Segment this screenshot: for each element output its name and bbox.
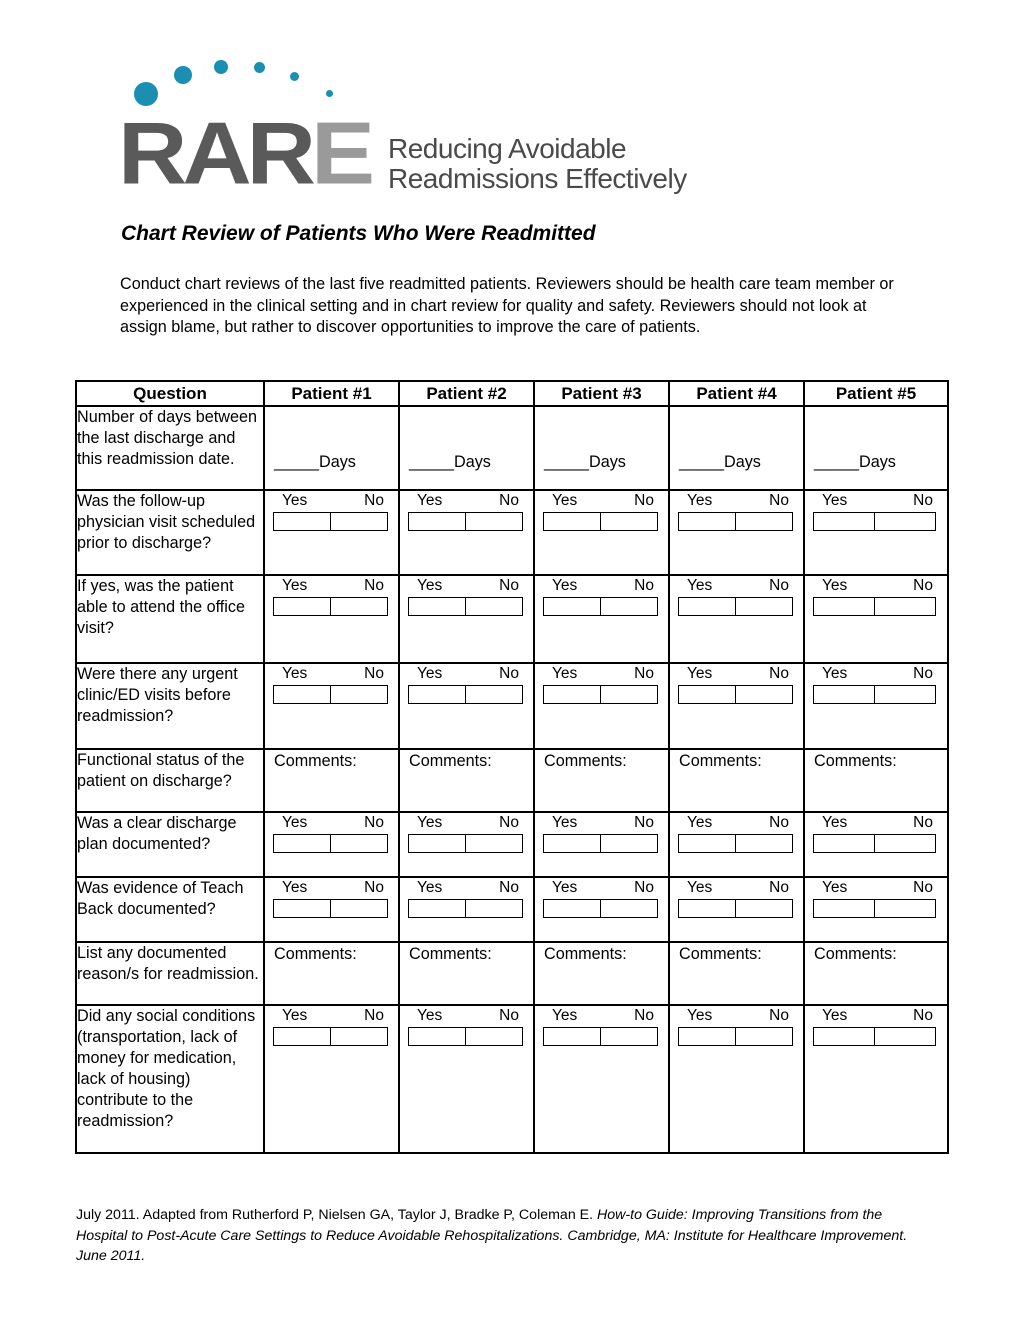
chart-review-table: [75, 380, 949, 1154]
no-checkbox[interactable]: [331, 512, 388, 531]
yes-label: Yes: [822, 665, 848, 682]
yes-checkbox[interactable]: [273, 1027, 331, 1046]
table-row: [76, 877, 948, 942]
patient-1-cell: [264, 406, 399, 490]
header-row: [76, 381, 948, 406]
patient-1-cell: [264, 877, 399, 942]
table-row: [76, 490, 948, 575]
no-label: No: [913, 665, 933, 682]
yes-no-labels: [400, 577, 533, 595]
yes-no-checkboxes: [273, 512, 398, 531]
yes-checkbox[interactable]: [543, 597, 601, 616]
yes-no-labels: [805, 1007, 947, 1025]
citation-text: July 2011. Adapted from Rutherford P, Nielsen GA, Taylor J, Bradke P, Coleman E.: [76, 1207, 598, 1223]
yes-label: Yes: [552, 814, 578, 831]
citation-title: How-to Guide: Improving Transitions from the Hospital to Post-Acute Care Settings to Reduce Avoidable Rehospitalizations. Cambridge, MA: Institute for Healthcare Improvement. June 2011.: [76, 1207, 908, 1264]
patient-3-cell: [534, 490, 669, 575]
yes-label: Yes: [687, 1007, 713, 1024]
no-label: No: [499, 879, 519, 896]
yes-no-labels: [535, 1007, 668, 1025]
patient-3-cell: [534, 406, 669, 490]
comments-field[interactable]: Comments:: [274, 945, 357, 963]
column-header-patient-4: Patient #4: [669, 381, 804, 406]
yes-no-labels: [265, 879, 398, 897]
yes-label: Yes: [282, 814, 308, 831]
patient-1-cell: [264, 490, 399, 575]
column-header-patient-3: Patient #3: [534, 381, 669, 406]
no-label: No: [769, 577, 789, 594]
yes-checkbox[interactable]: [273, 899, 331, 918]
yes-checkbox[interactable]: [273, 834, 331, 853]
patient-3-cell: [534, 663, 669, 749]
yes-label: Yes: [417, 814, 443, 831]
days-field[interactable]: _____Days: [814, 453, 896, 471]
patient-2-cell: [399, 877, 534, 942]
yes-checkbox[interactable]: [543, 1027, 601, 1046]
yes-no-labels: [265, 1007, 398, 1025]
no-label: No: [769, 879, 789, 896]
comments-field[interactable]: Comments:: [679, 945, 762, 963]
table-row: [76, 812, 948, 877]
no-checkbox[interactable]: [875, 512, 936, 531]
yes-no-labels: [400, 492, 533, 510]
yes-no-labels: [805, 577, 947, 595]
no-label: No: [499, 492, 519, 509]
patient-3-cell: [534, 812, 669, 877]
yes-no-checkboxes: [678, 834, 803, 853]
yes-label: Yes: [687, 577, 713, 594]
no-label: No: [634, 879, 654, 896]
patient-2-cell: [399, 1005, 534, 1153]
yes-no-checkboxes: [543, 597, 668, 616]
no-checkbox[interactable]: [331, 834, 388, 853]
column-header-patient-5: Patient #5: [804, 381, 948, 406]
patient-1-cell: [264, 749, 399, 812]
table-row: [76, 749, 948, 812]
yes-label: Yes: [687, 879, 713, 896]
patient-4-cell: [669, 406, 804, 490]
logo-dot: [290, 72, 299, 81]
no-checkbox[interactable]: [736, 597, 793, 616]
column-header-patient-2: Patient #2: [399, 381, 534, 406]
yes-checkbox[interactable]: [408, 512, 466, 531]
patient-3-cell: [534, 942, 669, 1005]
yes-checkbox[interactable]: [273, 685, 331, 704]
yes-no-labels: [670, 1007, 803, 1025]
yes-checkbox[interactable]: [408, 1027, 466, 1046]
no-label: No: [913, 814, 933, 831]
yes-no-checkboxes: [543, 834, 668, 853]
table-row: [76, 406, 948, 490]
yes-no-checkboxes: [813, 685, 947, 704]
patient-5-cell: [804, 942, 948, 1005]
patient-1-cell: [264, 575, 399, 663]
days-field[interactable]: _____Days: [409, 453, 491, 471]
logo-dot: [326, 90, 333, 97]
yes-no-checkboxes: [408, 899, 533, 918]
patient-1-cell: [264, 663, 399, 749]
yes-no-labels: [265, 665, 398, 683]
no-label: No: [769, 492, 789, 509]
yes-label: Yes: [417, 577, 443, 594]
patient-2-cell: [399, 490, 534, 575]
comments-field[interactable]: Comments:: [409, 945, 492, 963]
patient-5-cell: [804, 575, 948, 663]
question-cell: Did any social conditions (transportation, lack of money for medication, lack of housing) contribute to the readmission?: [76, 1005, 264, 1153]
no-label: No: [913, 577, 933, 594]
no-label: No: [634, 814, 654, 831]
yes-no-checkboxes: [408, 512, 533, 531]
yes-checkbox[interactable]: [678, 899, 736, 918]
yes-no-checkboxes: [543, 1027, 668, 1046]
patient-5-cell: [804, 812, 948, 877]
yes-no-checkboxes: [273, 597, 398, 616]
yes-checkbox[interactable]: [678, 1027, 736, 1046]
yes-checkbox[interactable]: [813, 834, 875, 853]
no-checkbox[interactable]: [601, 512, 658, 531]
yes-label: Yes: [417, 665, 443, 682]
yes-no-checkboxes: [678, 512, 803, 531]
yes-label: Yes: [417, 1007, 443, 1024]
patient-4-cell: [669, 877, 804, 942]
question-cell: Functional status of the patient on discharge?: [76, 749, 264, 812]
yes-no-labels: [265, 492, 398, 510]
yes-checkbox[interactable]: [543, 685, 601, 704]
patient-2-cell: [399, 749, 534, 812]
yes-no-labels: [535, 665, 668, 683]
comments-field[interactable]: Comments:: [544, 945, 627, 963]
patient-5-cell: [804, 406, 948, 490]
yes-label: Yes: [282, 879, 308, 896]
yes-no-checkboxes: [543, 685, 668, 704]
comments-field[interactable]: Comments:: [544, 752, 627, 770]
patient-3-cell: [534, 1005, 669, 1153]
yes-no-labels: [400, 665, 533, 683]
yes-no-labels: [535, 577, 668, 595]
table-row: [76, 663, 948, 749]
no-label: No: [769, 1007, 789, 1024]
yes-no-labels: [535, 814, 668, 832]
rare-logo: [118, 56, 718, 206]
patient-5-cell: [804, 877, 948, 942]
logo-wordmark: RARE: [118, 104, 371, 203]
no-checkbox[interactable]: [875, 1027, 936, 1046]
logo-dot: [254, 62, 265, 73]
yes-no-checkboxes: [813, 597, 947, 616]
citation-footer: [76, 1205, 936, 1267]
yes-no-checkboxes: [273, 1027, 398, 1046]
no-label: No: [499, 665, 519, 682]
yes-label: Yes: [417, 879, 443, 896]
yes-label: Yes: [822, 577, 848, 594]
yes-no-labels: [805, 814, 947, 832]
no-label: No: [769, 665, 789, 682]
yes-label: Yes: [552, 492, 578, 509]
yes-label: Yes: [282, 665, 308, 682]
no-checkbox[interactable]: [601, 597, 658, 616]
yes-label: Yes: [822, 814, 848, 831]
logo-dot: [214, 60, 228, 74]
yes-no-checkboxes: [813, 899, 947, 918]
yes-no-checkboxes: [813, 1027, 947, 1046]
yes-no-checkboxes: [273, 899, 398, 918]
no-label: No: [364, 814, 384, 831]
patient-2-cell: [399, 663, 534, 749]
yes-checkbox[interactable]: [273, 512, 331, 531]
no-label: No: [364, 492, 384, 509]
yes-no-checkboxes: [273, 834, 398, 853]
no-checkbox[interactable]: [466, 597, 523, 616]
yes-no-checkboxes: [273, 685, 398, 704]
yes-label: Yes: [282, 1007, 308, 1024]
yes-no-labels: [400, 879, 533, 897]
no-label: No: [499, 577, 519, 594]
logo-tagline: [388, 134, 687, 194]
no-checkbox[interactable]: [875, 685, 936, 704]
no-checkbox[interactable]: [875, 597, 936, 616]
yes-no-checkboxes: [678, 597, 803, 616]
no-checkbox[interactable]: [601, 834, 658, 853]
yes-no-labels: [805, 665, 947, 683]
yes-no-checkboxes: [678, 1027, 803, 1046]
yes-no-labels: [805, 879, 947, 897]
yes-checkbox[interactable]: [813, 1027, 875, 1046]
patient-4-cell: [669, 490, 804, 575]
patient-4-cell: [669, 749, 804, 812]
page-title: Chart Review of Patients Who Were Readmitted: [121, 222, 596, 245]
column-header-patient-1: Patient #1: [264, 381, 399, 406]
no-checkbox[interactable]: [466, 512, 523, 531]
no-checkbox[interactable]: [466, 1027, 523, 1046]
yes-label: Yes: [417, 492, 443, 509]
yes-no-labels: [400, 1007, 533, 1025]
patient-3-cell: [534, 575, 669, 663]
days-field[interactable]: _____Days: [274, 453, 356, 471]
no-checkbox[interactable]: [736, 899, 793, 918]
yes-no-labels: [670, 814, 803, 832]
no-checkbox[interactable]: [601, 685, 658, 704]
patient-2-cell: [399, 812, 534, 877]
no-checkbox[interactable]: [331, 685, 388, 704]
no-label: No: [364, 577, 384, 594]
no-checkbox[interactable]: [601, 899, 658, 918]
patient-3-cell: [534, 749, 669, 812]
question-cell: List any documented reason/s for readmission.: [76, 942, 264, 1005]
yes-no-checkboxes: [408, 834, 533, 853]
comments-field[interactable]: Comments:: [679, 752, 762, 770]
yes-no-labels: [535, 879, 668, 897]
question-cell: Was evidence of Teach Back documented?: [76, 877, 264, 942]
yes-no-labels: [265, 814, 398, 832]
comments-field[interactable]: Comments:: [274, 752, 357, 770]
yes-no-checkboxes: [813, 512, 947, 531]
table-row: [76, 575, 948, 663]
yes-label: Yes: [282, 577, 308, 594]
yes-no-checkboxes: [678, 899, 803, 918]
column-header-question: Question: [76, 381, 264, 406]
yes-checkbox[interactable]: [408, 685, 466, 704]
yes-checkbox[interactable]: [813, 512, 875, 531]
no-checkbox[interactable]: [736, 1027, 793, 1046]
table-row: [76, 942, 948, 1005]
yes-label: Yes: [552, 879, 578, 896]
patient-4-cell: [669, 942, 804, 1005]
yes-checkbox[interactable]: [543, 512, 601, 531]
no-label: No: [634, 577, 654, 594]
no-label: No: [364, 879, 384, 896]
no-label: No: [634, 1007, 654, 1024]
logo-dot: [174, 66, 192, 84]
no-checkbox[interactable]: [601, 1027, 658, 1046]
no-label: No: [364, 665, 384, 682]
yes-no-checkboxes: [408, 597, 533, 616]
patient-4-cell: [669, 812, 804, 877]
yes-checkbox[interactable]: [543, 834, 601, 853]
no-label: No: [913, 1007, 933, 1024]
no-label: No: [499, 1007, 519, 1024]
yes-no-checkboxes: [408, 685, 533, 704]
yes-checkbox[interactable]: [678, 834, 736, 853]
no-checkbox[interactable]: [331, 899, 388, 918]
patient-1-cell: [264, 1005, 399, 1153]
yes-checkbox[interactable]: [678, 685, 736, 704]
yes-no-labels: [535, 492, 668, 510]
yes-checkbox[interactable]: [813, 899, 875, 918]
question-cell: Were there any urgent clinic/ED visits before readmission?: [76, 663, 264, 749]
days-field[interactable]: _____Days: [679, 453, 761, 471]
yes-checkbox[interactable]: [408, 597, 466, 616]
logo-dot: [134, 82, 158, 106]
yes-no-labels: [670, 492, 803, 510]
patient-1-cell: [264, 812, 399, 877]
no-checkbox[interactable]: [331, 597, 388, 616]
days-field[interactable]: _____Days: [544, 453, 626, 471]
table-row: [76, 1005, 948, 1153]
no-label: No: [913, 879, 933, 896]
yes-checkbox[interactable]: [678, 597, 736, 616]
yes-no-labels: [670, 879, 803, 897]
patient-1-cell: [264, 942, 399, 1005]
patient-2-cell: [399, 575, 534, 663]
patient-4-cell: [669, 1005, 804, 1153]
yes-label: Yes: [822, 1007, 848, 1024]
yes-checkbox[interactable]: [543, 899, 601, 918]
yes-no-labels: [805, 492, 947, 510]
yes-no-labels: [670, 665, 803, 683]
yes-label: Yes: [552, 1007, 578, 1024]
no-checkbox[interactable]: [466, 685, 523, 704]
yes-checkbox[interactable]: [813, 597, 875, 616]
yes-no-labels: [400, 814, 533, 832]
question-cell: Was the follow-up physician visit scheduled prior to discharge?: [76, 490, 264, 575]
no-checkbox[interactable]: [331, 1027, 388, 1046]
yes-label: Yes: [282, 492, 308, 509]
yes-checkbox[interactable]: [678, 512, 736, 531]
no-checkbox[interactable]: [466, 899, 523, 918]
patient-2-cell: [399, 406, 534, 490]
no-checkbox[interactable]: [875, 899, 936, 918]
no-checkbox[interactable]: [736, 834, 793, 853]
yes-no-labels: [670, 577, 803, 595]
yes-no-checkboxes: [813, 834, 947, 853]
no-label: No: [634, 492, 654, 509]
yes-checkbox[interactable]: [408, 899, 466, 918]
patient-5-cell: [804, 749, 948, 812]
table-body: [76, 406, 948, 1153]
patient-5-cell: [804, 663, 948, 749]
question-cell: If yes, was the patient able to attend the office visit?: [76, 575, 264, 663]
yes-label: Yes: [687, 665, 713, 682]
yes-checkbox[interactable]: [408, 834, 466, 853]
yes-label: Yes: [687, 814, 713, 831]
yes-checkbox[interactable]: [273, 597, 331, 616]
comments-field[interactable]: Comments:: [814, 945, 897, 963]
no-label: No: [364, 1007, 384, 1024]
no-label: No: [913, 492, 933, 509]
tagline-line-1: Reducing Avoidable: [388, 133, 627, 164]
no-checkbox[interactable]: [736, 512, 793, 531]
yes-label: Yes: [552, 665, 578, 682]
patient-5-cell: [804, 490, 948, 575]
comments-field[interactable]: Comments:: [409, 752, 492, 770]
question-cell: Was a clear discharge plan documented?: [76, 812, 264, 877]
no-label: No: [499, 814, 519, 831]
question-cell: Number of days between the last discharge and this readmission date.: [76, 406, 264, 490]
yes-no-labels: [265, 577, 398, 595]
yes-label: Yes: [552, 577, 578, 594]
patient-4-cell: [669, 575, 804, 663]
yes-label: Yes: [822, 879, 848, 896]
yes-no-checkboxes: [408, 1027, 533, 1046]
tagline-line-2: Readmissions Effectively: [388, 163, 687, 194]
yes-label: Yes: [687, 492, 713, 509]
yes-no-checkboxes: [543, 512, 668, 531]
no-label: No: [769, 814, 789, 831]
patient-2-cell: [399, 942, 534, 1005]
patient-3-cell: [534, 877, 669, 942]
no-checkbox[interactable]: [466, 834, 523, 853]
yes-label: Yes: [822, 492, 848, 509]
comments-field[interactable]: Comments:: [814, 752, 897, 770]
patient-4-cell: [669, 663, 804, 749]
yes-checkbox[interactable]: [813, 685, 875, 704]
no-checkbox[interactable]: [875, 834, 936, 853]
yes-no-checkboxes: [543, 899, 668, 918]
no-label: No: [634, 665, 654, 682]
intro-paragraph: Conduct chart reviews of the last five readmitted patients. Reviewers should be health care team member or experienced in the clinical setting and in chart review for quality and safety. Reviewers should not look at assign blame, but rather to discover opportunities to improve the care of patients.: [120, 275, 894, 336]
patient-5-cell: [804, 1005, 948, 1153]
table-header: [76, 381, 948, 406]
yes-no-checkboxes: [678, 685, 803, 704]
no-checkbox[interactable]: [736, 685, 793, 704]
